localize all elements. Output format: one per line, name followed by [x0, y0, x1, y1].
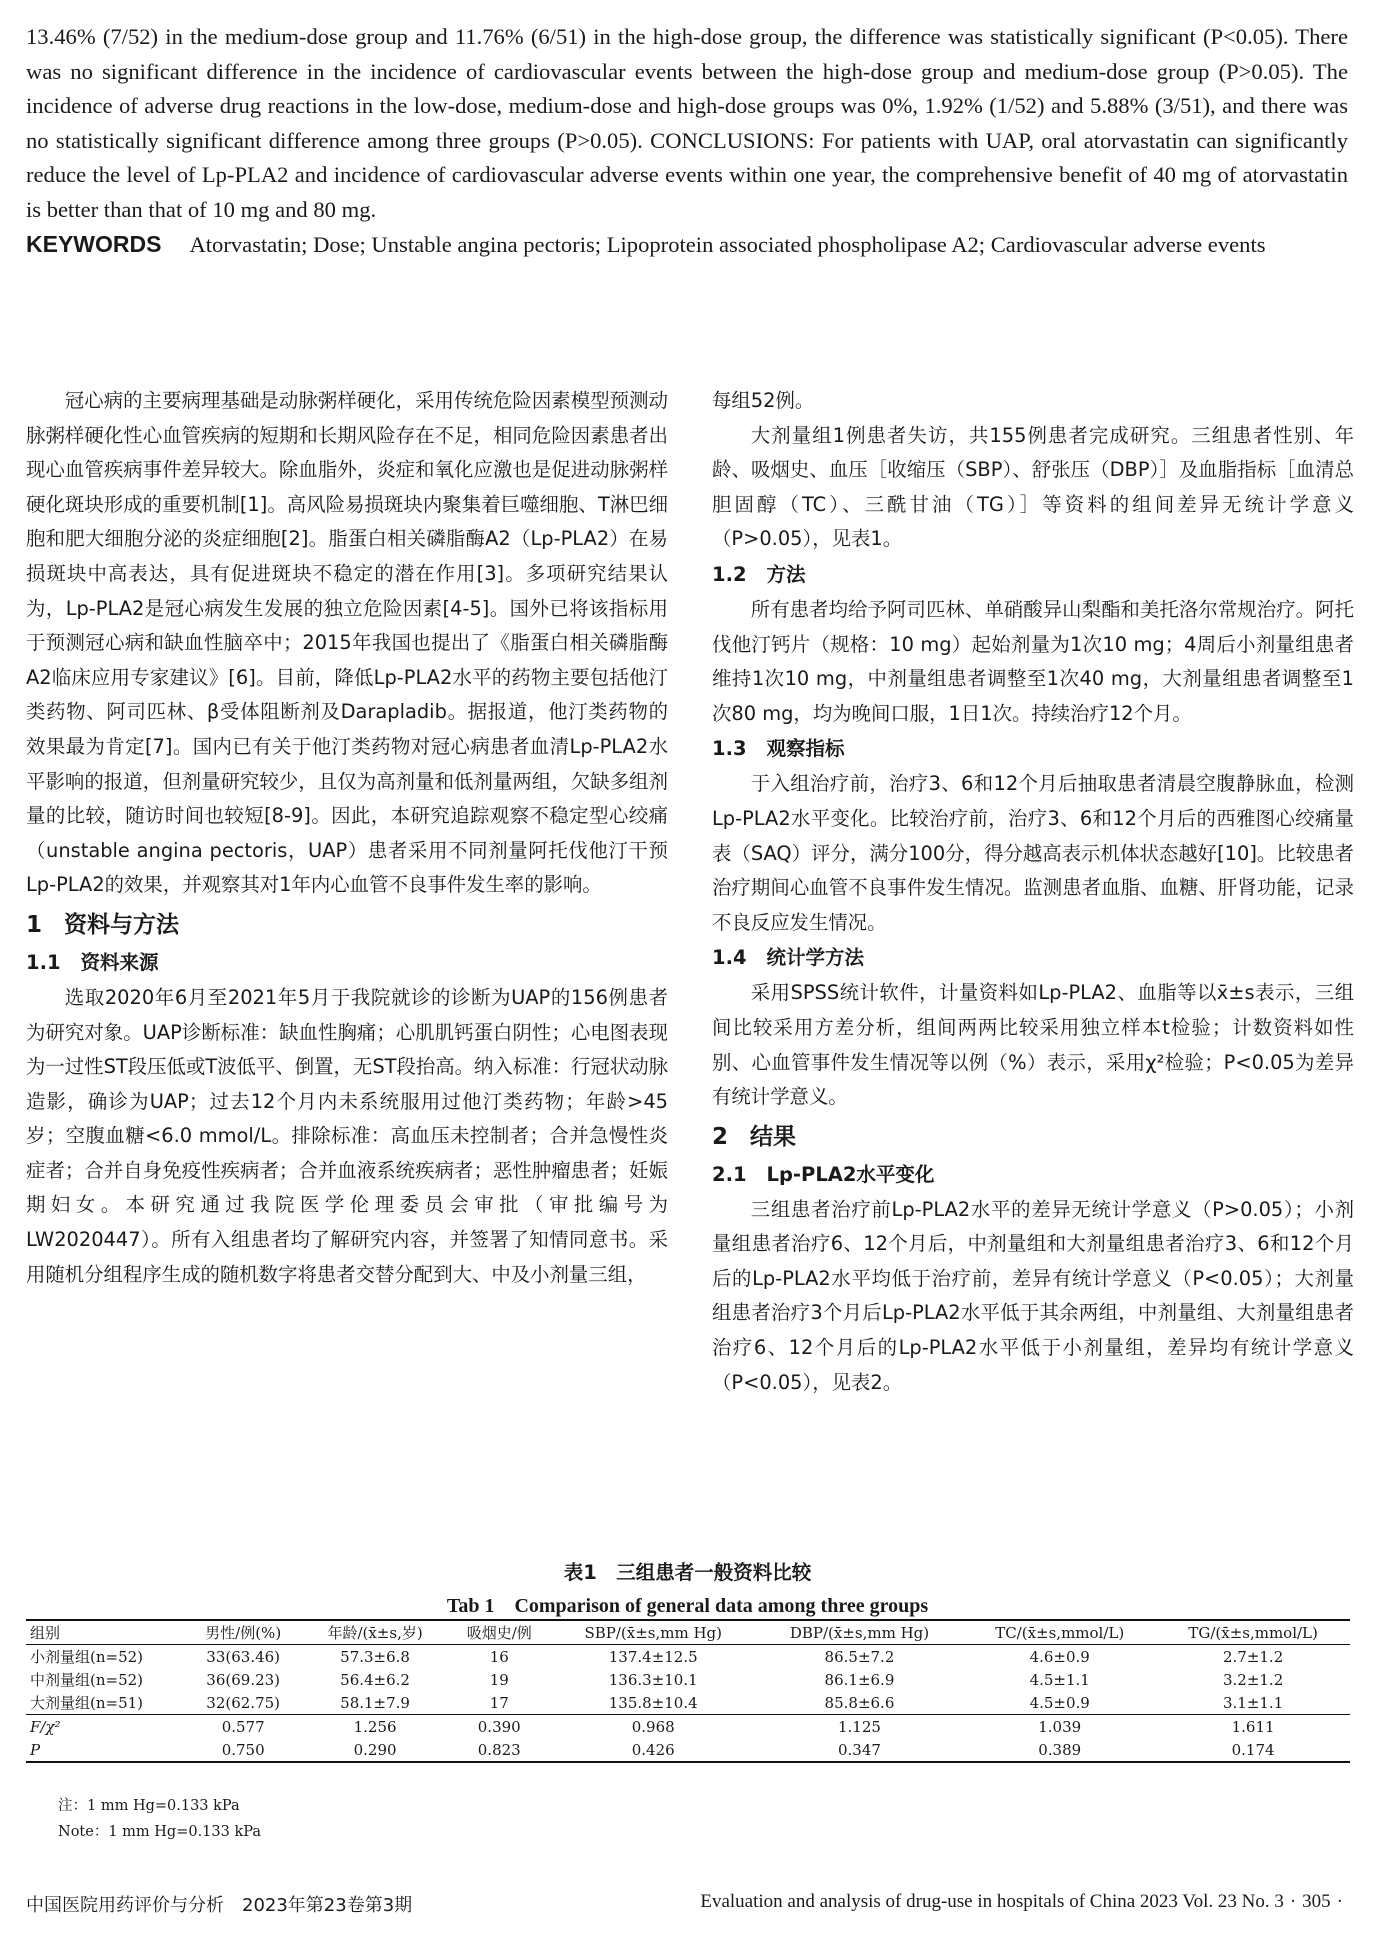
table-cell: 4.6±0.9 — [1029, 1647, 1090, 1666]
table-header-cell: 男性/例(%) — [205, 1624, 282, 1642]
method-paragraph: 所有患者均给予阿司匹林、单硝酸异山梨酯和美托洛尔常规治疗。阿托伐他汀钙片（规格：10 mg）起始剂量为1次10 mg；4周后小剂量组患者维持1次10 mg，中剂量组患者调整至1次40 mg，大剂量组患者调整至1次80 mg，均为晚间口服，1日1次。持续治疗12个月。 — [712, 597, 1354, 725]
subsection-number: 1.1 — [26, 950, 61, 974]
footer-journal-english — [700, 1891, 1349, 1913]
table-cell: 3.1±1.1 — [1222, 1693, 1284, 1712]
table-caption-english: Tab 1 Comparison of general data among three groups — [446, 1595, 929, 1617]
section-heading-2 — [712, 1117, 1354, 1157]
table-cell: 0.426 — [631, 1740, 675, 1759]
footer-separator: · — [1289, 1891, 1297, 1912]
table-cell: 135.8±10.4 — [608, 1693, 698, 1712]
table-header-cell: 组别 — [30, 1624, 61, 1642]
table-cell: 小剂量组(n=52) — [30, 1648, 144, 1666]
table-header-cell: TC/(x̄±s,mmol/L) — [995, 1623, 1125, 1642]
table-cell: 0.347 — [837, 1740, 881, 1759]
subsection-number: 2.1 — [712, 1162, 747, 1186]
section-heading-1 — [26, 905, 668, 945]
table-cell: 85.8±6.6 — [824, 1693, 895, 1712]
results-paragraph: 三组患者治疗前Lp-PLA2水平的差异无统计学意义（P>0.05）；小剂量组患者治疗6、12个月后，中剂量组和大剂量组患者治疗3、6和12个月后的Lp-PLA2水平均低于治疗前，差异有统计学意义（P<0.05）；大剂量组患者治疗3个月后Lp-PLA2水平低于其余两组，中剂量组、大剂量组患者治疗6、12个月后的Lp-PLA2水平低于小剂量组，差异均有统计学意义（P<0.05），见表2。 — [712, 1197, 1354, 1394]
table-cell: 3.2±1.2 — [1222, 1670, 1284, 1689]
observation-paragraph: 于入组治疗前，治疗3、6和12个月后抽取患者清晨空腹静脉血，检测Lp-PLA2水平变化。比较治疗前，治疗3、6和12个月后的西雅图心绞痛量表（SAQ）评分，满分100分，得分越高表示机体状态越好[10]。比较患者治疗期间心血管不良事件发生情况。监测患者血脂、血糖、肝肾功能，记录不良反应发生情况。 — [712, 772, 1354, 934]
footer-journal-english-text: Evaluation and analysis of drug-use in hospitals of China 2023 Vol. 23 No. 3 — [700, 1891, 1284, 1912]
table-row — [26, 1691, 1350, 1715]
table-row-statistic — [26, 1715, 1350, 1739]
table-cell: 19 — [489, 1670, 509, 1689]
table-cell: 32(62.75) — [206, 1693, 281, 1712]
loss-paragraph: 大剂量组1例患者失访，共155例患者完成研究。三组患者性别、年龄、吸烟史、血压［收缩压（SBP）、舒张压（DBP）］及血脂指标［血清总胆固醇（TC）、三酰甘油（TG）］等资料的组间差异无统计学意义（P>0.05），见表1。 — [712, 423, 1354, 551]
subsection-heading-1-3 — [712, 731, 1354, 767]
section-title: 结果 — [750, 1123, 797, 1150]
subsection-heading-1-1 — [26, 945, 668, 981]
table-cell: 1.611 — [1156, 1715, 1350, 1739]
subsection-title: 方法 — [766, 562, 806, 586]
subsection-number: 1.4 — [712, 946, 747, 970]
table-cell: 36(69.23) — [206, 1670, 281, 1689]
table-cell: 0.174 — [1231, 1740, 1275, 1759]
table-cell: 56.4±6.2 — [340, 1670, 410, 1689]
source-paragraph: 选取2020年6月至2021年5月于我院就诊的诊断为UAP的156例患者为研究对象。UAP诊断标准：缺血性胸痛；心肌肌钙蛋白阴性；心电图表现为一过性ST段压低或T波低平、倒置，无ST段抬高。纳入标准：行冠状动脉造影，确诊为UAP；过去12个月内未系统服用过他汀类药物；年龄>45岁；空腹血糖<6.0 mmol/L。排除标准：高血压未控制者；合并急慢性炎症者；合并自身免疫性疾病者；合并血液系统疾病者；恶性肿瘤患者；妊娠期妇女。本研究通过我院医学伦理委员会审批（审批编号为LW2020447）。所有入组患者均了解研究内容，并签署了知情同意书。采用随机分组程序生成的随机数字将患者交替分配到大、中及小剂量三组， — [26, 985, 668, 1286]
page-number: 305 — [1302, 1891, 1331, 1912]
table-cell: 17 — [489, 1693, 509, 1712]
section-title: 资料与方法 — [64, 911, 180, 938]
keywords-line — [26, 227, 1348, 263]
table-row-p-value — [26, 1738, 1350, 1762]
table-row — [26, 1668, 1350, 1691]
footer-separator: · — [1336, 1891, 1343, 1912]
subsection-number: 1.3 — [712, 737, 747, 761]
table-cell: 0.389 — [1038, 1740, 1082, 1759]
table-cell: 0.290 — [353, 1740, 397, 1759]
table-cell: 57.3±6.8 — [340, 1647, 410, 1666]
table-cell: P — [30, 1740, 41, 1759]
subsection-title: 资料来源 — [80, 950, 159, 974]
abstract-english — [26, 20, 1348, 263]
right-column — [712, 384, 1354, 1400]
left-column — [26, 384, 668, 1292]
table-cell: 58.1±7.9 — [340, 1693, 410, 1712]
table-cell: 4.5±0.9 — [1029, 1693, 1090, 1712]
intro-paragraph: 冠心病的主要病理基础是动脉粥样硬化，采用传统危险因素模型预测动脉粥样硬化性心血管疾病的短期和长期风险存在不足，相同危险因素患者出现心血管疾病事件差异较大。除血脂外，炎症和氧化应激也是促进动脉粥样硬化斑块形成的重要机制[1]。高风险易损斑块内聚集着巨噬细胞、T淋巴细胞和肥大细胞分泌的炎症细胞[2]。脂蛋白相关磷脂酶A2（Lp-PLA2）在易损斑块中高表达，具有促进斑块不稳定的潜在作用[3]。多项研究结果认为，Lp-PLA2是冠心病发生发展的独立危险因素[4-5]。国外已将该指标用于预测冠心病和缺血性脑卒中；2015年我国也提出了《脂蛋白相关磷脂酶A2临床应用专家建议》[6]。目前，降低Lp-PLA2水平的药物主要包括他汀类药物、阿司匹林、β受体阻断剂及Darapladib。据报道，他汀类药物的效果最为肯定[7]。国内已有关于他汀类药物对冠心病患者血清Lp-PLA2水平影响的报道，但剂量研究较少，且仅为高剂量和低剂量两组，欠缺多组剂量的比较，随访时间也较短[8-9]。因此，本研究追踪观察不稳定型心绞痛（unstable angina pectoris，UAP）患者采用不同剂量阿托伐他汀干预Lp-PLA2的效果，并观察其对1年内心血管不良事件发生率的影响。 — [26, 389, 668, 897]
table-cell: 86.5±7.2 — [824, 1647, 895, 1666]
subsection-heading-2-1 — [712, 1157, 1354, 1193]
section-number: 1 — [26, 911, 43, 938]
table-row — [26, 1645, 1350, 1669]
statistics-paragraph: 采用SPSS统计软件，计量资料如Lp-PLA2、血脂等以x̄±s表示，三组间比较采用方差分析，组间两两比较采用独立样本t检验；计数资料如性别、心血管事件发生情况等以例（%）表示，采用χ²检验；P<0.05为差异有统计学意义。 — [712, 981, 1354, 1109]
subsection-title: 观察指标 — [766, 737, 845, 761]
table-cell: 中剂量组(n=52) — [30, 1671, 144, 1689]
table-header-cell: SBP/(x̄±s,mm Hg) — [584, 1623, 722, 1642]
table-cell: 0.968 — [551, 1715, 756, 1739]
table-cell: 1.039 — [963, 1715, 1156, 1739]
table-cell: 33(63.46) — [206, 1647, 281, 1666]
table-header-cell: TG/(x̄±s,mmol/L) — [1188, 1623, 1318, 1642]
table-cell: 4.5±1.1 — [1029, 1670, 1090, 1689]
abstract-results-conclusions: 13.46% (7/52) in the medium-dose group and 11.76% (6/51) in the high-dose group, the difference was statistically significant (P<0.05). There was no significant difference in the incidence of cardiovascular events between the high-dose group and medium-dose group (P>0.05). The incidence of adverse drug reactions in the low-dose, medium-dose and high-dose groups was 0%, 1.92% (1/52) and 5.88% (3/51), and there was no statistically significant difference among three groups (P>0.05). CONCLUSIONS: For patients with UAP, oral atorvastatin can significantly reduce the level of Lp-PLA2 and incidence of cardiovascular adverse events within one year, the comprehensive benefit of 40 mg of atorvastatin is better than that of 10 mg and 80 mg. — [26, 24, 1348, 222]
table-cell: 大剂量组(n=51) — [30, 1694, 144, 1712]
table-cell: 0.577 — [184, 1715, 302, 1739]
table-cell: 86.1±6.9 — [824, 1670, 895, 1689]
subsection-heading-1-2 — [712, 557, 1354, 593]
table-header-cell: DBP/(x̄±s,mm Hg) — [789, 1623, 930, 1642]
table-header-row — [26, 1620, 1350, 1645]
table-cell: 16 — [489, 1647, 509, 1666]
table-cell: 0.823 — [477, 1740, 521, 1759]
subsection-title: Lp-PLA2水平变化 — [766, 1162, 935, 1186]
table-cell: 1.256 — [302, 1715, 447, 1739]
keywords-label: KEYWORDS — [26, 231, 162, 257]
subsection-title: 统计学方法 — [766, 946, 865, 970]
keywords-text: Atorvastatin; Dose; Unstable angina pectoris; Lipoprotein associated phospholipase A2; Cardiovascular adverse events — [189, 232, 1266, 257]
table-cell: 137.4±12.5 — [608, 1647, 698, 1666]
subsection-number: 1.2 — [712, 562, 747, 586]
table-note-english: Note：1 mm Hg=0.133 kPa — [58, 1824, 261, 1840]
section-number: 2 — [712, 1123, 729, 1150]
table-cell: 136.3±10.1 — [608, 1670, 698, 1689]
table-cell: 0.390 — [448, 1715, 551, 1739]
table-header-cell: 年龄/(x̄±s,岁) — [327, 1624, 423, 1642]
subsection-heading-1-4 — [712, 940, 1354, 976]
table-caption-chinese: 表1 三组患者一般资料比较 — [563, 1561, 812, 1584]
table-cell: 2.7±1.2 — [1222, 1647, 1284, 1666]
table-header-cell: 吸烟史/例 — [466, 1624, 532, 1642]
continued-text: 每组52例。 — [712, 389, 815, 412]
general-data-table — [26, 1619, 1350, 1763]
table-cell: 0.750 — [221, 1740, 265, 1759]
footer-journal-chinese: 中国医院用药评价与分析 2023年第23卷第3期 — [26, 1895, 413, 1916]
table-cell: F/χ² — [26, 1715, 184, 1739]
table-cell: 1.125 — [756, 1715, 963, 1739]
table-note-chinese: 注：1 mm Hg=0.133 kPa — [58, 1798, 240, 1814]
